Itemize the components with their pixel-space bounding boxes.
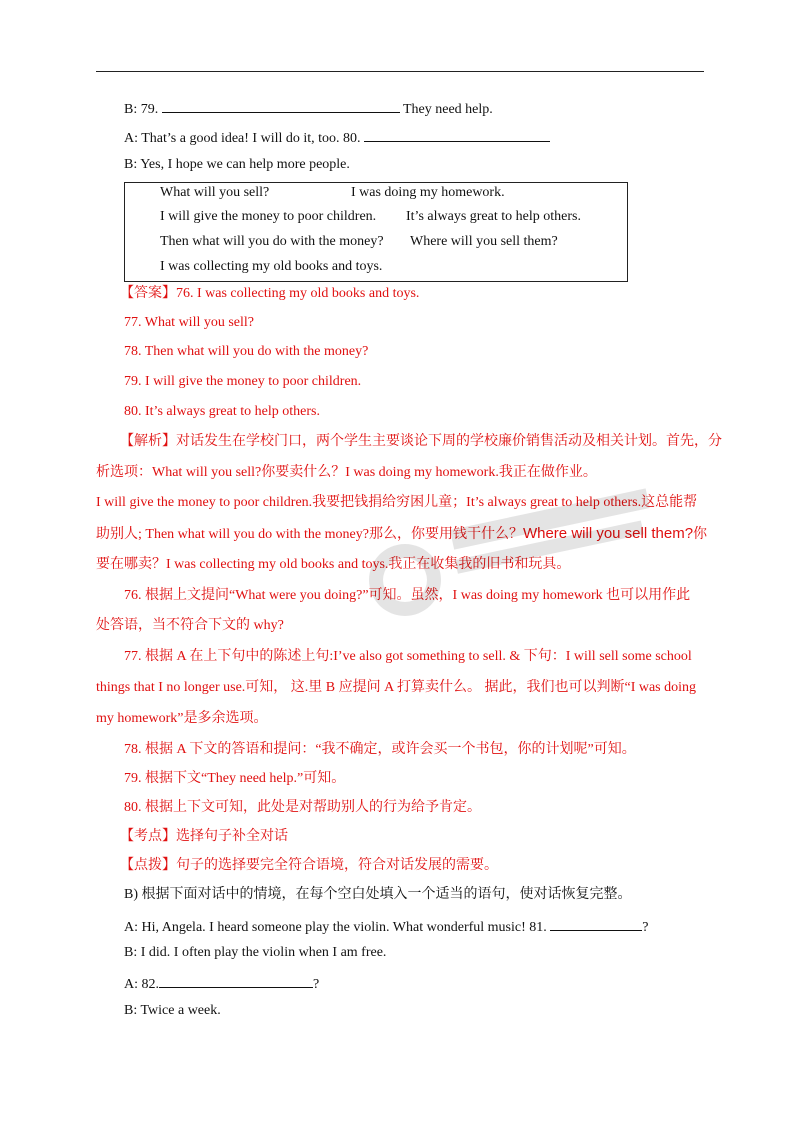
analysis-line-2: 析选项：What will you sell?你要卖什么？I was doing my homework.我正在做作业。	[96, 465, 597, 480]
header-rule	[96, 71, 704, 72]
blank-81[interactable]	[550, 916, 642, 931]
answer-80: 80. It’s always great to help others.	[124, 404, 320, 419]
dialogue-b81: B: I did. I often play the violin when I am free.	[124, 945, 387, 960]
answer-77: 77. What will you sell?	[124, 315, 254, 330]
option-item: I was collecting my old books and toys.	[160, 259, 383, 274]
watermark-circle	[369, 544, 441, 616]
dialogue-b-last: B: Yes, I hope we can help more people.	[124, 157, 350, 172]
option-item: I was doing my homework.	[351, 185, 505, 200]
dialogue-a81: A: Hi, Angela. I heard someone play the violin. What wonderful music! 81. ?	[124, 916, 648, 937]
option-item: I will give the money to poor children.	[160, 209, 377, 224]
dialogue-b79: B: 79. They need help.	[124, 98, 493, 119]
analysis-line-3: I will give the money to poor children.我要把钱捐给穷困儿童；It’s always great to help others.这总能帮	[96, 495, 698, 510]
dialogue-a82: A: 82. ?	[124, 973, 319, 994]
option-item: Then what will you do with the money?	[160, 234, 384, 249]
dialogue-a80: A: That’s a good idea! I will do it, too. 80.	[124, 127, 550, 148]
note-79: 79. 根据下文“They need help.”可知。	[124, 771, 346, 786]
option-item: What will you sell?	[160, 185, 270, 200]
blank-80[interactable]	[364, 127, 550, 142]
note-80: 80. 根据上下文可知，此处是对帮助别人的行为给予肯定。	[124, 800, 481, 815]
dianbo: 【点拨】句子的选择要完全符合语境，符合对话发展的需要。	[120, 858, 498, 873]
analysis-line-1: 【解析】对话发生在学校门口，两个学生主要谈论下周的学校廉价销售活动及相关计划。首先，分	[120, 434, 722, 449]
blank-82[interactable]	[159, 973, 313, 988]
analysis-line-5: 要在哪卖？I was collecting my old books and toys.我正在收集我的旧书和玩具。	[96, 557, 571, 572]
blank-79[interactable]	[162, 98, 400, 113]
answer-76: 【答案】76. I was collecting my old books and toys.	[120, 286, 420, 301]
analysis-line-4: 助别人; Then what will you do with the money?那么，你要用钱干什么？Where will you sell them?你	[96, 525, 708, 542]
note-76-a: 76. 根据上文提问“What were you doing?”可知。虽然，I was doing my homework 也可以用作此	[124, 588, 691, 603]
option-item: Where will you sell them?	[410, 234, 558, 249]
note-77-b: things that I no longer use.可知， 这.里 B 应提问 A 打算卖什么。 据此，我们也可以判断“I was doing	[96, 680, 697, 695]
section-b-instruction: B) 根据下面对话中的情境，在每个空白处填入一个适当的语句，使对话恢复完整。	[124, 887, 632, 902]
note-77-a: 77. 根据 A 在上下句中的陈述上句:I’ve also got something to sell. & 下句：I will sell some school	[124, 649, 692, 664]
note-78: 78. 根据 A 下文的答语和提问：“我不确定，或许会买一个书包，你的计划呢”可知。	[124, 742, 636, 757]
kaodian: 【考点】选择句子补全对话	[120, 829, 288, 844]
answer-78: 78. Then what will you do with the money?	[124, 344, 369, 359]
dialogue-b82: B: Twice a week.	[124, 1003, 221, 1018]
options-box	[124, 182, 628, 282]
note-76-b: 处答语，当不符合下文的 why?	[96, 618, 284, 633]
option-item: It’s always great to help others.	[406, 209, 581, 224]
answer-79: 79. I will give the money to poor children.	[124, 374, 362, 389]
note-77-c: my homework”是多余选项。	[96, 711, 268, 726]
